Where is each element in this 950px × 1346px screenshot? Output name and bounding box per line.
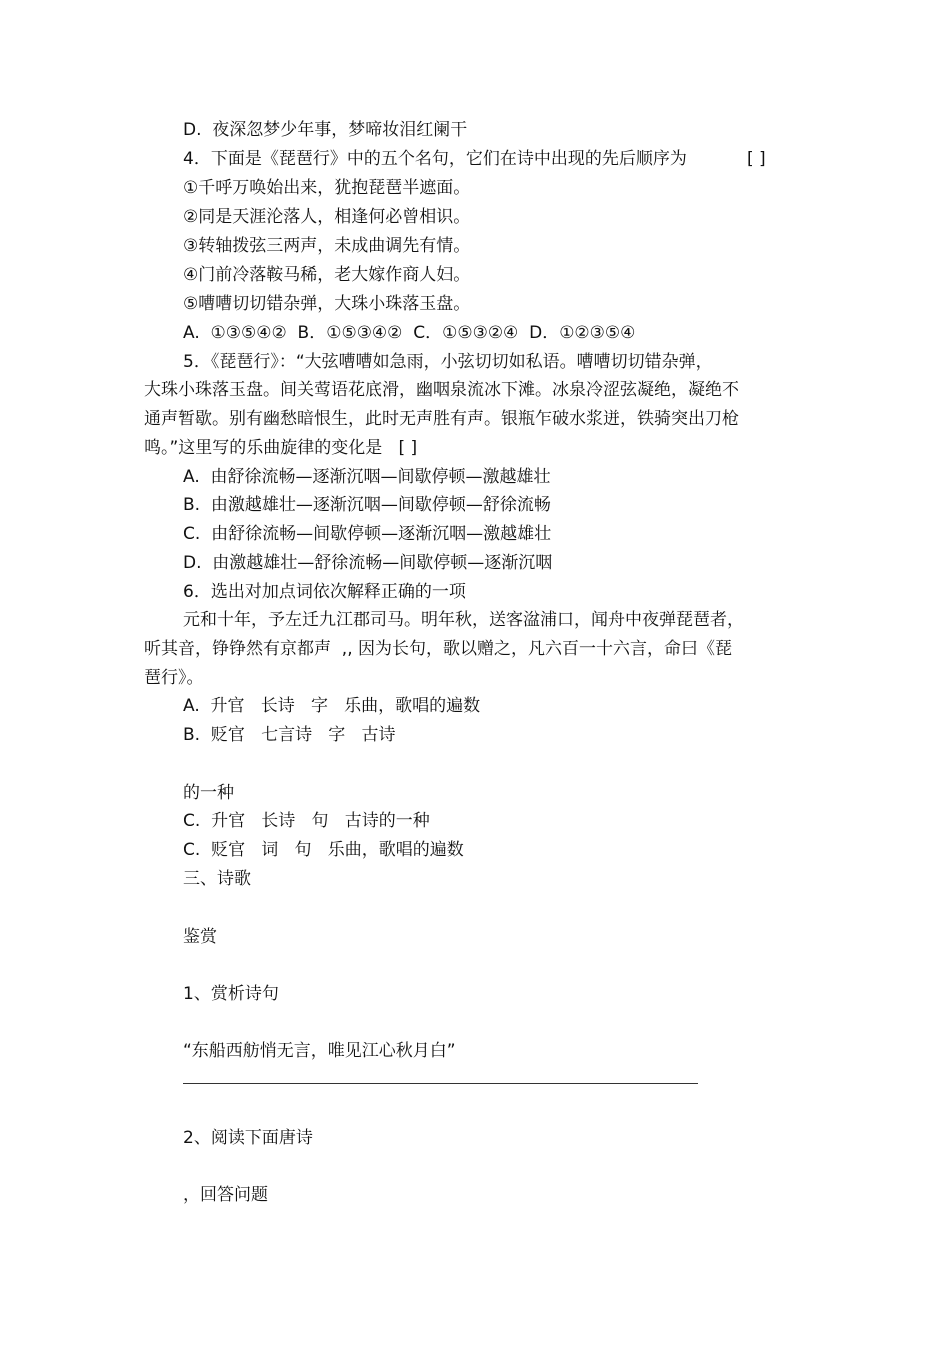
q4-item-5: ⑤嘈嘈切切错杂弹，大珠小珠落玉盘。 (183, 294, 471, 314)
q6-option-c: C. 升官 长诗 句 古诗的一种 (183, 811, 430, 831)
q6-passage-line-2: 听其音，铮铮然有京都声 ,, 因为长句，歌以赠之，凡六百一十六言，命曰《琵 (144, 639, 733, 659)
q6-option-b-continued: 的一种 (183, 783, 234, 803)
q4-item-2: ②同是天涯沦落人，相逢何必曾相识。 (183, 207, 471, 227)
q6-option-b: B. 贬官 七言诗 字 古诗 (183, 725, 396, 745)
q4-item-4: ④门前冷落鞍马稀，老大嫁作商人妇。 (183, 265, 471, 285)
q4-options: A. ①③⑤④② B．①⑤③④② C．①⑤③②④ D．①②③⑤④ (183, 323, 636, 343)
q4-item-3: ③转轴拨弦三两声，未成曲调先有情。 (183, 236, 471, 256)
q6-option-a: A. 升官 长诗 字 乐曲，歌唱的遍数 (183, 696, 481, 716)
q3-option-d: D. 夜深忽梦少年事，梦啼妆泪红阑干 (183, 120, 468, 140)
q5-stem-line-2: 大珠小珠落玉盘。间关莺语花底滑，幽咽泉流冰下滩。冰泉冷涩弦凝绝，凝绝不 (144, 380, 739, 400)
q5-stem-line-1: 5．《琵琶行》：“大弦嘈嘈如急雨，小弦切切如私语。嘈嘈切切错杂弹， (183, 352, 713, 372)
q5-option-c: C. 由舒徐流畅—间歇停顿—逐渐沉咽—激越雄壮 (183, 524, 552, 544)
q4-stem: 4．下面是《琵琶行》中的五个名句，它们在诗中出现的先后顺序为 (183, 149, 687, 169)
task-2-heading: 2、阅读下面唐诗 (183, 1128, 313, 1148)
q5-stem-line-4: 鸣。”这里写的乐曲旋律的变化是 [ ] (144, 438, 418, 458)
task-1-quote: “东船西舫悄无言，唯见江心秋月白” (183, 1041, 456, 1061)
q5-option-d: D. 由激越雄壮—舒徐流畅—间歇停顿—逐渐沉咽 (183, 553, 553, 573)
answer-line (183, 1083, 698, 1084)
task-1-heading: 1、赏析诗句 (183, 984, 279, 1004)
q6-passage-line-1: 元和十年，予左迁九江郡司马。明年秋，送客湓浦口，闻舟中夜弹琵琶者， (183, 610, 744, 630)
section-heading-appreciation: 鉴赏 (183, 927, 217, 947)
q6-stem: 6．选出对加点词依次解释正确的一项 (183, 582, 466, 602)
q5-option-a: A. 由舒徐流畅—逐渐沉咽—间歇停顿—激越雄壮 (183, 467, 551, 487)
q4-answer-bracket: [ ] (747, 149, 766, 169)
section-heading-poetry: 三、诗歌 (183, 869, 251, 889)
q6-passage-line-3: 琶行》。 (144, 668, 204, 688)
q6-option-c-2: C. 贬官 词 句 乐曲，歌唱的遍数 (183, 840, 464, 860)
q5-stem-line-3: 通声暂歇。别有幽愁暗恨生，此时无声胜有声。银瓶乍破水浆迸，铁骑突出刀枪 (144, 409, 739, 429)
q5-option-b: B. 由激越雄壮—逐渐沉咽—间歇停顿—舒徐流畅 (183, 495, 551, 515)
task-2-heading-continued: ，回答问题 (183, 1185, 268, 1205)
q4-item-1: ①千呼万唤始出来，犹抱琵琶半遮面。 (183, 178, 471, 198)
